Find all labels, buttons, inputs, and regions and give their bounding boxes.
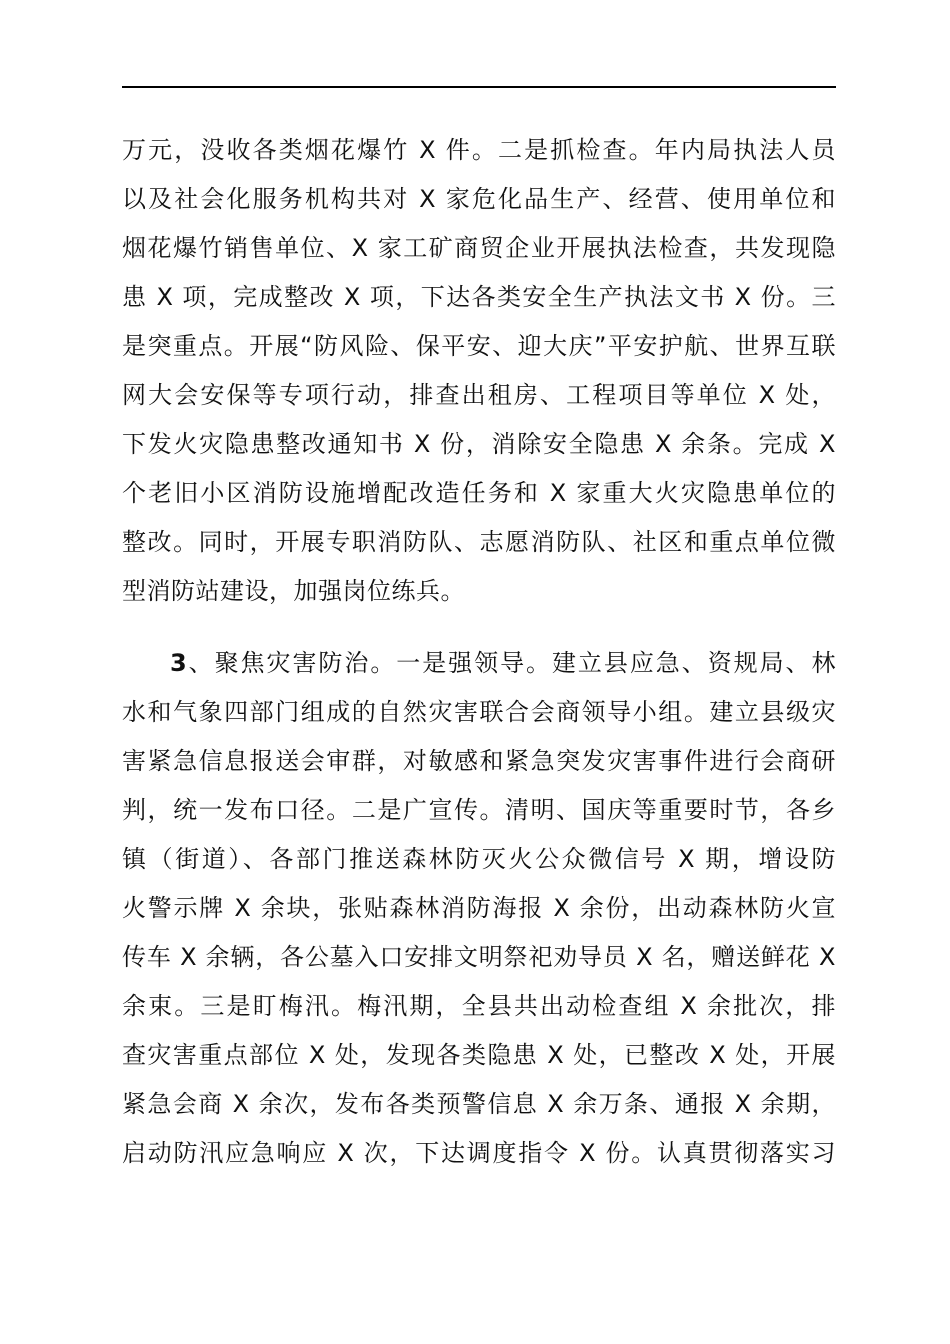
paragraph-line: 判，统一发布口径。二是广宣传。清明、国庆等重要时节，各乡 <box>122 796 836 824</box>
paragraph-line: 余束。三是盯梅汛。梅汛期，全县共出动检查组 X 余批次，排 <box>122 992 836 1020</box>
section-number: 3 <box>170 649 188 677</box>
paragraph-line: 启动防汛应急响应 X 次，下达调度指令 X 份。认真贯彻落实习 <box>122 1139 836 1167</box>
section-heading-text: 、聚焦灾害防治。一是强领导。建立县应急、资规局、林 <box>187 649 836 677</box>
paragraph-line: 查灾害重点部位 X 处，发现各类隐患 X 处，已整改 X 处，开展 <box>122 1041 836 1069</box>
paragraph-line: 传车 X 余辆，各公墓入口安排文明祭祀劝导员 X 名，赠送鲜花 X <box>122 943 836 971</box>
paragraph-1 <box>122 126 836 616</box>
paragraph-line: 水和气象四部门组成的自然灾害联合会商领导小组。建立县级灾 <box>122 698 836 726</box>
header-rule <box>122 86 836 88</box>
paragraph-line: 紧急会商 X 余次，发布各类预警信息 X 余万条、通报 X 余期， <box>122 1090 836 1118</box>
paragraph-line: 火警示牌 X 余块，张贴森林消防海报 X 余份，出动森林防火宣 <box>122 894 836 922</box>
paragraph-line: 烟花爆竹销售单位、X 家工矿商贸企业开展执法检查，共发现隐 <box>122 234 836 262</box>
paragraph-line: 下发火灾隐患整改通知书 X 份，消除安全隐患 X 余条。完成 X <box>122 430 836 458</box>
paragraph-line: 害紧急信息报送会审群，对敏感和紧急突发灾害事件进行会商研 <box>122 747 836 775</box>
paragraph-first-line <box>122 639 836 688</box>
paragraph-line: 个老旧小区消防设施增配改造任务和 X 家重大火灾隐患单位的 <box>122 479 836 507</box>
paragraph-line: 是突重点。开展“防风险、保平安、迎大庆”平安护航、世界互联 <box>122 332 836 360</box>
paragraph-line: 患 X 项，完成整改 X 项，下达各类安全生产执法文书 X 份。三 <box>122 283 836 311</box>
paragraph-line: 整改。同时，开展专职消防队、志愿消防队、社区和重点单位微 <box>122 528 836 556</box>
paragraph-line: 以及社会化服务机构共对 X 家危化品生产、经营、使用单位和 <box>122 185 836 213</box>
paragraph-2 <box>122 639 836 1178</box>
paragraph-line: 镇（街道）、各部门推送森林防灭火公众微信号 X 期，增设防 <box>122 845 836 873</box>
paragraph-line: 型消防站建设，加强岗位练兵。 <box>122 577 465 605</box>
paragraph-line: 网大会安保等专项行动，排查出租房、工程项目等单位 X 处， <box>122 381 836 409</box>
paragraph-line: 万元，没收各类烟花爆竹 X 件。二是抓检查。年内局执法人员 <box>122 136 836 164</box>
